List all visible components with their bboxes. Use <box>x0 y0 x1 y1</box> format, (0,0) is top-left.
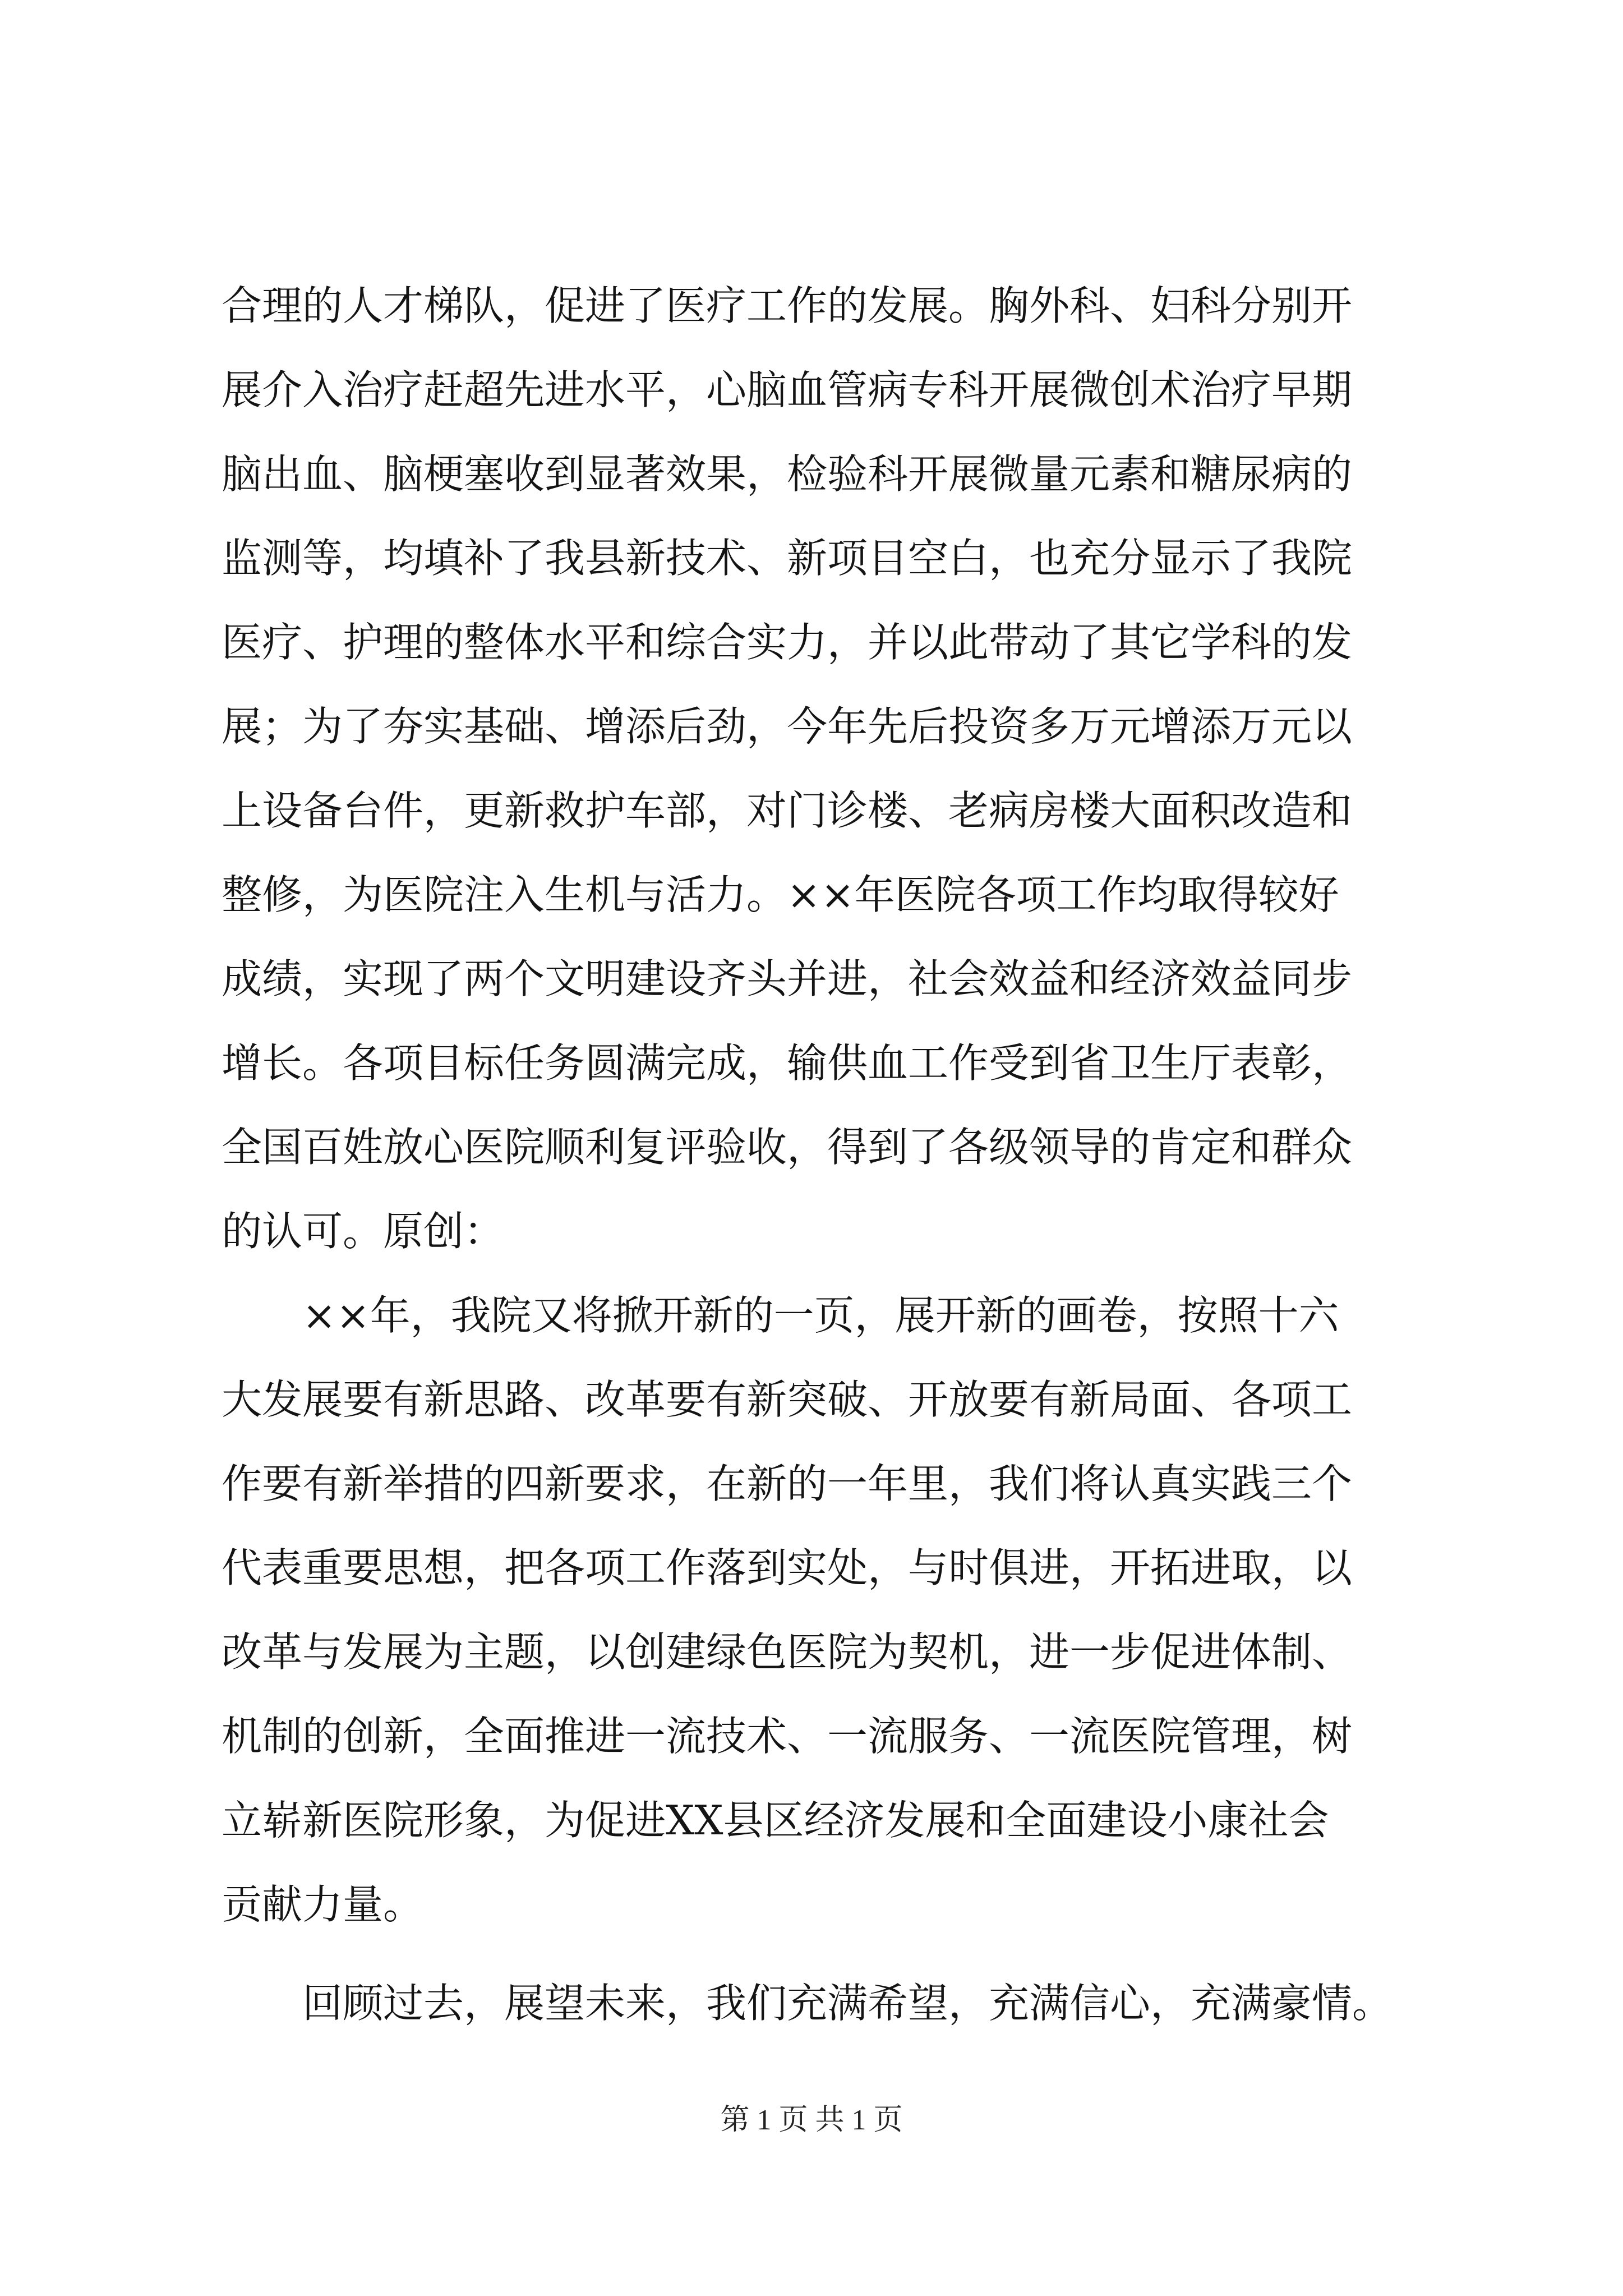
text-line: 监测等，均填补了我县新技术、新项目空白，也充分显示了我院 <box>222 535 1353 582</box>
text-line: 医疗、护理的整体水平和综合实力，并以此带动了其它学科的发 <box>222 619 1353 666</box>
text-line: 合理的人才梯队，促进了医疗工作的发展。胸外科、妇科分别开 <box>222 282 1353 329</box>
text-line: 大发展要有新思路、改革要有新突破、开放要有新局面、各项工 <box>222 1376 1353 1423</box>
document-body <box>222 264 1433 2045</box>
text-line: 脑出血、脑梗塞收到显著效果，检验科开展微量元素和糖尿病的 <box>222 450 1353 498</box>
text-line: 的认可。原创： <box>222 1208 505 1255</box>
text-line: 代表重要思想，把各项工作落到实处，与时俱进，开拓进取，以 <box>222 1544 1353 1591</box>
text-line: 展；为了夯实基础、增添后劲，今年先后投资多万元增添万元以 <box>222 703 1353 750</box>
page-number-footer: 第 1 页 共 1 页 <box>720 2104 903 2136</box>
text-line: 上设备台件，更新救护车部，对门诊楼、老病房楼大面积改造和 <box>222 787 1353 834</box>
text-line: 贡献力量。 <box>222 1881 424 1928</box>
text-line: 增长。各项目标任务圆满完成，输供血工作受到省卫生厅表彰， <box>222 1039 1353 1087</box>
text-line: 整修，为医院注入生机与活力。××年医院各项工作均取得较好 <box>222 871 1339 918</box>
text-line: 立崭新医院形象，为促进XX县区经济发展和全面建设小康社会 <box>222 1797 1329 1844</box>
text-line: 机制的创新，全面推进一流技术、一流服务、一流医院管理，树 <box>222 1713 1353 1760</box>
text-line: 展介入治疗赶超先进水平，心脑血管病专科开展微创术治疗早期 <box>222 366 1353 413</box>
text-line: 作要有新举措的四新要求，在新的一年里，我们将认真实践三个 <box>222 1460 1353 1507</box>
paragraph-start-line: 回顾过去，展望未来，我们充满希望，充满信心，充满豪情。 <box>222 1980 1393 2027</box>
paragraph-start-line: ××年，我院又将掀开新的一页，展开新的画卷，按照十六 <box>222 1292 1339 1339</box>
text-line: 成绩，实现了两个文明建设齐头并进，社会效益和经济效益同步 <box>222 955 1353 1002</box>
text-line: 改革与发展为主题，以创建绿色医院为契机，进一步促进体制、 <box>222 1628 1353 1676</box>
paragraph-gap <box>222 1947 1433 1961</box>
text-line: 全国百姓放心医院顺利复评验收，得到了各级领导的肯定和群众 <box>222 1124 1353 1171</box>
